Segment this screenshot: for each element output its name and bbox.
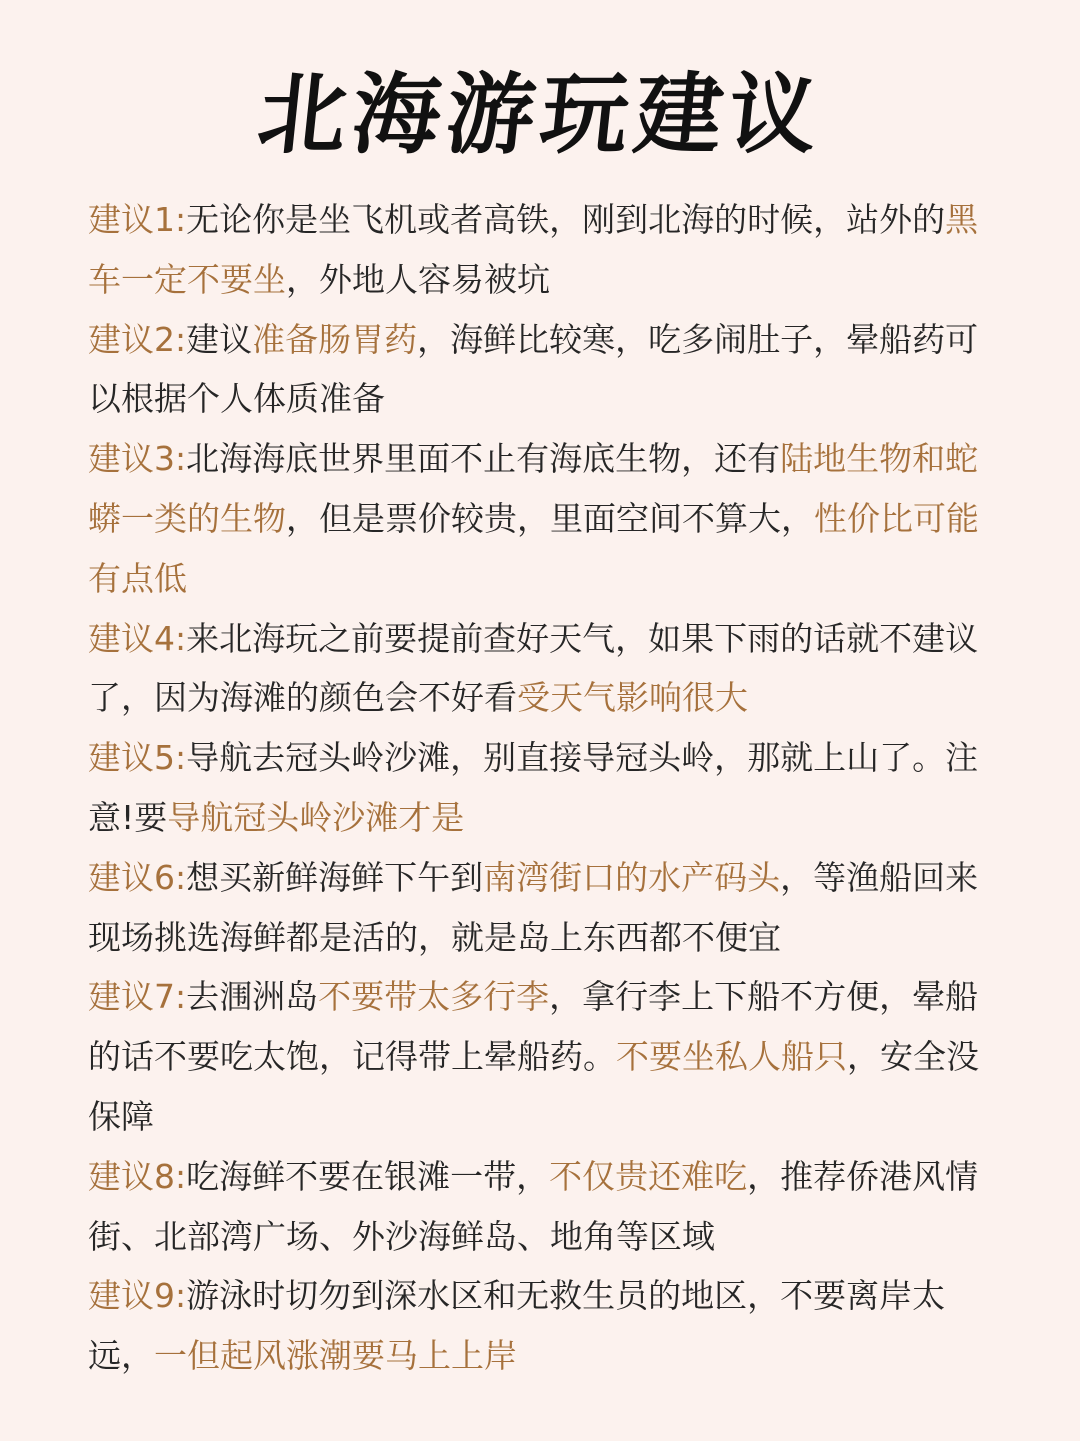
tip-label: 建议5: <box>88 738 187 778</box>
tip-5 <box>88 728 1000 848</box>
tip-text: ，拿行李上下船不方便，晕船的话不要吃太饱，记得带上晕船药。 <box>88 977 979 1077</box>
tip-label: 建议8: <box>88 1156 187 1196</box>
tip-highlight: 不仅贵还难吃 <box>549 1156 748 1196</box>
tip-6 <box>88 848 1000 968</box>
tip-text: 北海海底世界里面不止有海底生物，还有 <box>186 439 781 479</box>
tip-text: ，等渔船回来现场挑选海鲜都是活的，就是岛上东西都不便宜 <box>88 857 979 957</box>
tip-7 <box>88 967 1000 1146</box>
tip-text: ，安全没保障 <box>88 1037 979 1136</box>
tip-label: 建议4: <box>88 618 187 658</box>
tip-8 <box>88 1147 1000 1267</box>
tip-highlight: 黑车一定不要坐 <box>88 200 979 299</box>
tip-3 <box>88 429 1000 608</box>
tip-text: 来北海玩之前要提前查好天气，如果下雨的话就不建议了，因为海滩的颜色会不好看 <box>88 618 979 718</box>
tip-1 <box>88 190 1000 310</box>
tip-label: 建议1: <box>88 200 187 239</box>
tip-text: 游泳时切勿到深水区和无救生员的地区，不要离岸太远， <box>88 1276 946 1376</box>
tip-9 <box>88 1266 1000 1386</box>
tips-list <box>88 190 1000 1386</box>
tip-highlight: 不要带太多行李 <box>318 977 550 1017</box>
tip-highlight: 性价比可能有点低 <box>88 498 979 598</box>
tip-label: 建议2: <box>88 319 187 359</box>
tip-text: ，海鲜比较寒，吃多闹肚子，晕船药可以根据个人体质准备 <box>88 319 979 419</box>
tip-text: 建议 <box>186 319 253 359</box>
tip-text: 去涠洲岛 <box>186 977 319 1017</box>
tip-label: 建议9: <box>88 1276 187 1316</box>
page-title: 北海游玩建议 <box>253 62 829 166</box>
tip-highlight: 陆地生物和蛇蟒一类的生物 <box>88 439 979 538</box>
tip-highlight: 受天气影响很大 <box>517 678 748 718</box>
tip-label: 建议6: <box>88 857 187 897</box>
tip-text: 吃海鲜不要在银滩一带， <box>186 1156 550 1196</box>
tip-text: ，外地人容易被坑 <box>286 259 550 299</box>
tip-highlight: 南湾街口的水产码头 <box>483 857 781 897</box>
tip-text: ，推荐侨港风情街、北部湾广场、外沙海鲜岛、地角等区域 <box>88 1156 979 1256</box>
tip-text: 想买新鲜海鲜下午到 <box>186 857 484 897</box>
tip-highlight: 一但起风涨潮要马上上岸 <box>154 1336 517 1376</box>
tip-label: 建议7: <box>88 977 187 1017</box>
tip-text: 导航去冠头岭沙滩，别直接导冠头岭，那就上山了。注意!要 <box>88 738 979 837</box>
tip-text: ，但是票价较贵，里面空间不算大， <box>286 498 814 538</box>
tip-text: 无论你是坐飞机或者高铁，刚到北海的时候，站外的 <box>186 200 946 239</box>
tip-label: 建议3: <box>88 439 187 479</box>
tip-highlight: 准备肠胃药 <box>252 319 418 359</box>
tip-highlight: 不要坐私人船只 <box>616 1037 847 1077</box>
tip-2 <box>88 310 1000 430</box>
tip-highlight: 导航冠头岭沙滩才是 <box>167 797 465 837</box>
tip-4 <box>88 609 1000 729</box>
